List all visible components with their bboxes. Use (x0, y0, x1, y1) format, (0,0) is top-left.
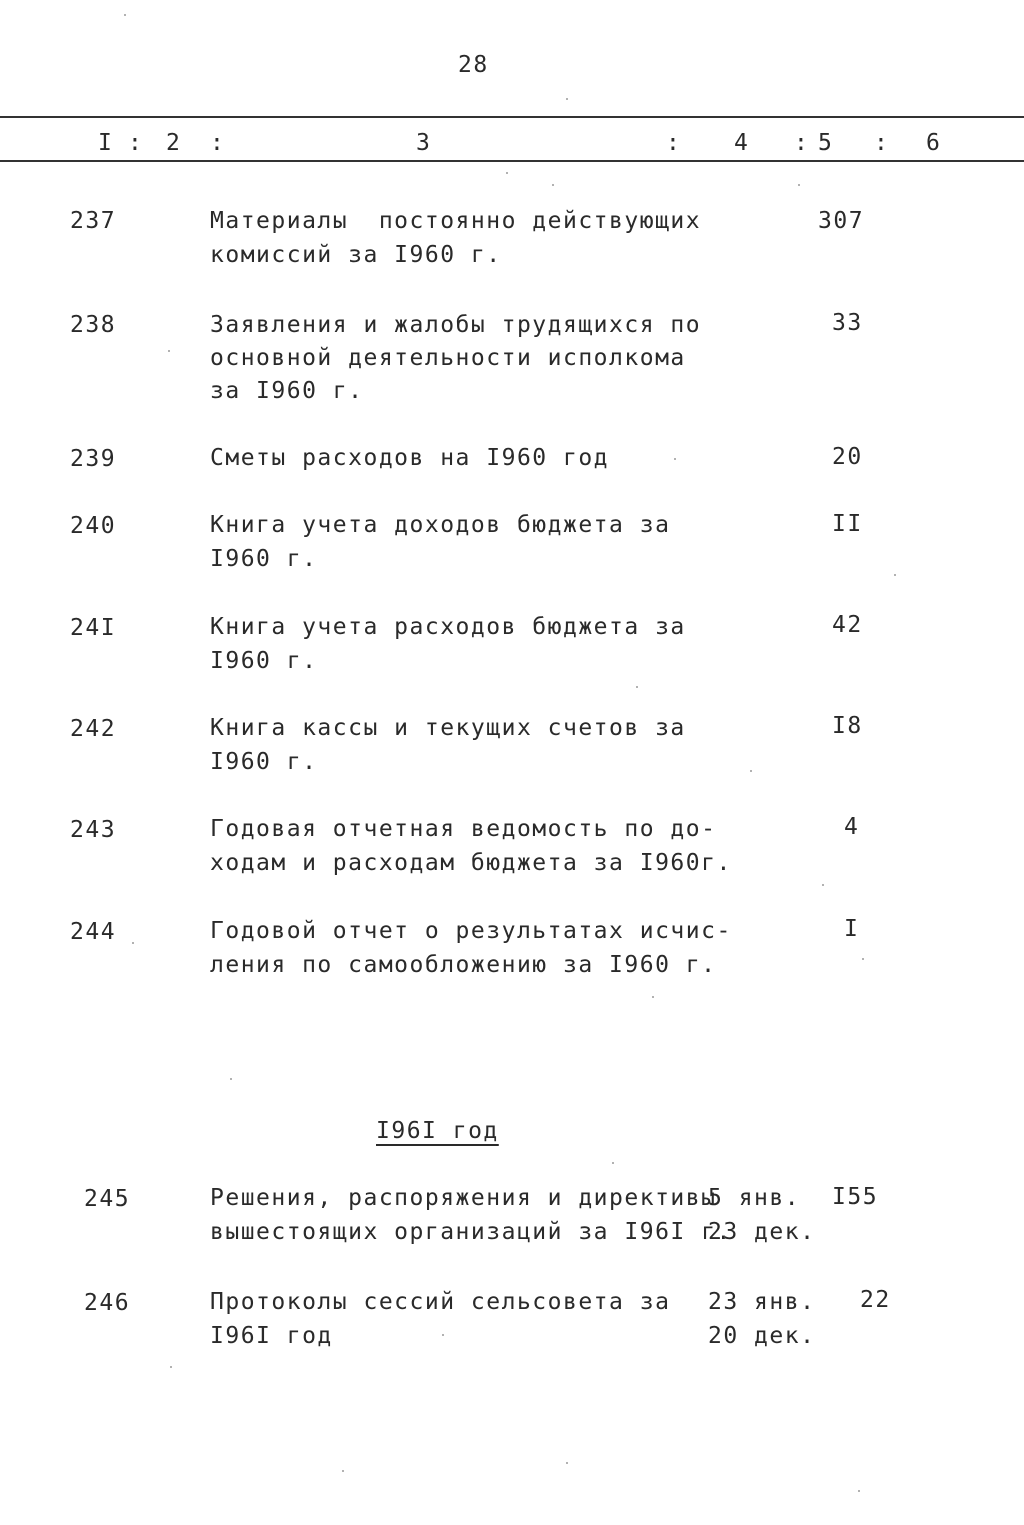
section-heading: I96I год (376, 1118, 499, 1144)
item-number: 237 (70, 208, 117, 234)
item-number: 244 (70, 919, 117, 945)
header-top-rule (0, 116, 1024, 118)
item-title-line: I960 г. (210, 749, 318, 775)
col-4: 4 (734, 130, 750, 156)
item-title-line: Годовая отчетная ведомость по до- (210, 816, 717, 842)
item-title-line: Решения, распоряжения и директивы (210, 1185, 717, 1211)
col-2: 2 (166, 130, 182, 156)
col-sep: : (666, 130, 682, 156)
item-title-line: основной деятельности исполкома (210, 345, 686, 371)
item-title-line: Книга кассы и текущих счетов за (210, 715, 686, 741)
item-date-start: 5 янв. (708, 1185, 801, 1211)
item-sheet-count: 20 (832, 444, 863, 470)
item-title-line: за I960 г. (210, 378, 364, 404)
item-date-end: 23 дек. (708, 1219, 816, 1245)
item-sheet-count: 33 (832, 310, 863, 336)
item-sheet-count: I (844, 916, 860, 942)
item-number: 246 (84, 1290, 131, 1316)
item-number: 24I (70, 615, 117, 641)
item-sheet-count: 4 (844, 814, 860, 840)
item-title-line: ходам и расходам бюджета за I960г. (210, 850, 732, 876)
col-sep: : (210, 130, 226, 156)
item-title-line: вышестоящих организаций за I96I г. (210, 1219, 732, 1245)
item-sheet-count: I8 (832, 713, 863, 739)
item-number: 245 (84, 1186, 131, 1212)
item-title-line: Сметы расходов на I960 год (210, 445, 610, 471)
item-title-line: Книга учета расходов бюджета за (210, 614, 686, 640)
item-number: 239 (70, 446, 117, 472)
item-date-end: 20 дек. (708, 1323, 816, 1349)
item-title-line: I960 г. (210, 546, 318, 572)
col-5: 5 (818, 130, 834, 156)
item-sheet-count: I55 (832, 1184, 879, 1210)
item-sheet-count: 42 (832, 612, 863, 638)
item-number: 240 (70, 513, 117, 539)
col-1: I (98, 130, 114, 156)
item-title-line: ления по самообложению за I960 г. (210, 952, 717, 978)
item-title-line: I960 г. (210, 648, 318, 674)
item-title-line: Заявления и жалобы трудящихся по (210, 312, 702, 338)
item-title-line: Книга учета доходов бюджета за (210, 512, 671, 538)
col-6: 6 (926, 130, 942, 156)
item-title-line: I96I год (210, 1323, 333, 1349)
col-sep: : (128, 130, 144, 156)
page-number: 28 (458, 52, 489, 78)
col-3: 3 (416, 130, 432, 156)
item-number: 243 (70, 817, 117, 843)
item-sheet-count: II (832, 511, 863, 537)
item-title-line: Годовой отчет о результатах исчис- (210, 918, 732, 944)
item-title-line: комиссий за I960 г. (210, 242, 502, 268)
item-number: 242 (70, 716, 117, 742)
item-sheet-count: 22 (860, 1287, 891, 1313)
header-bottom-rule (0, 160, 1024, 162)
item-title-line: Протоколы сессий сельсовета за (210, 1289, 671, 1315)
item-date-start: 23 янв. (708, 1289, 816, 1315)
item-sheet-count: 307 (818, 208, 865, 234)
item-number: 238 (70, 312, 117, 338)
item-title-line: Материалы постоянно действующих (210, 208, 702, 234)
col-sep: : (794, 130, 810, 156)
col-sep: : (874, 130, 890, 156)
